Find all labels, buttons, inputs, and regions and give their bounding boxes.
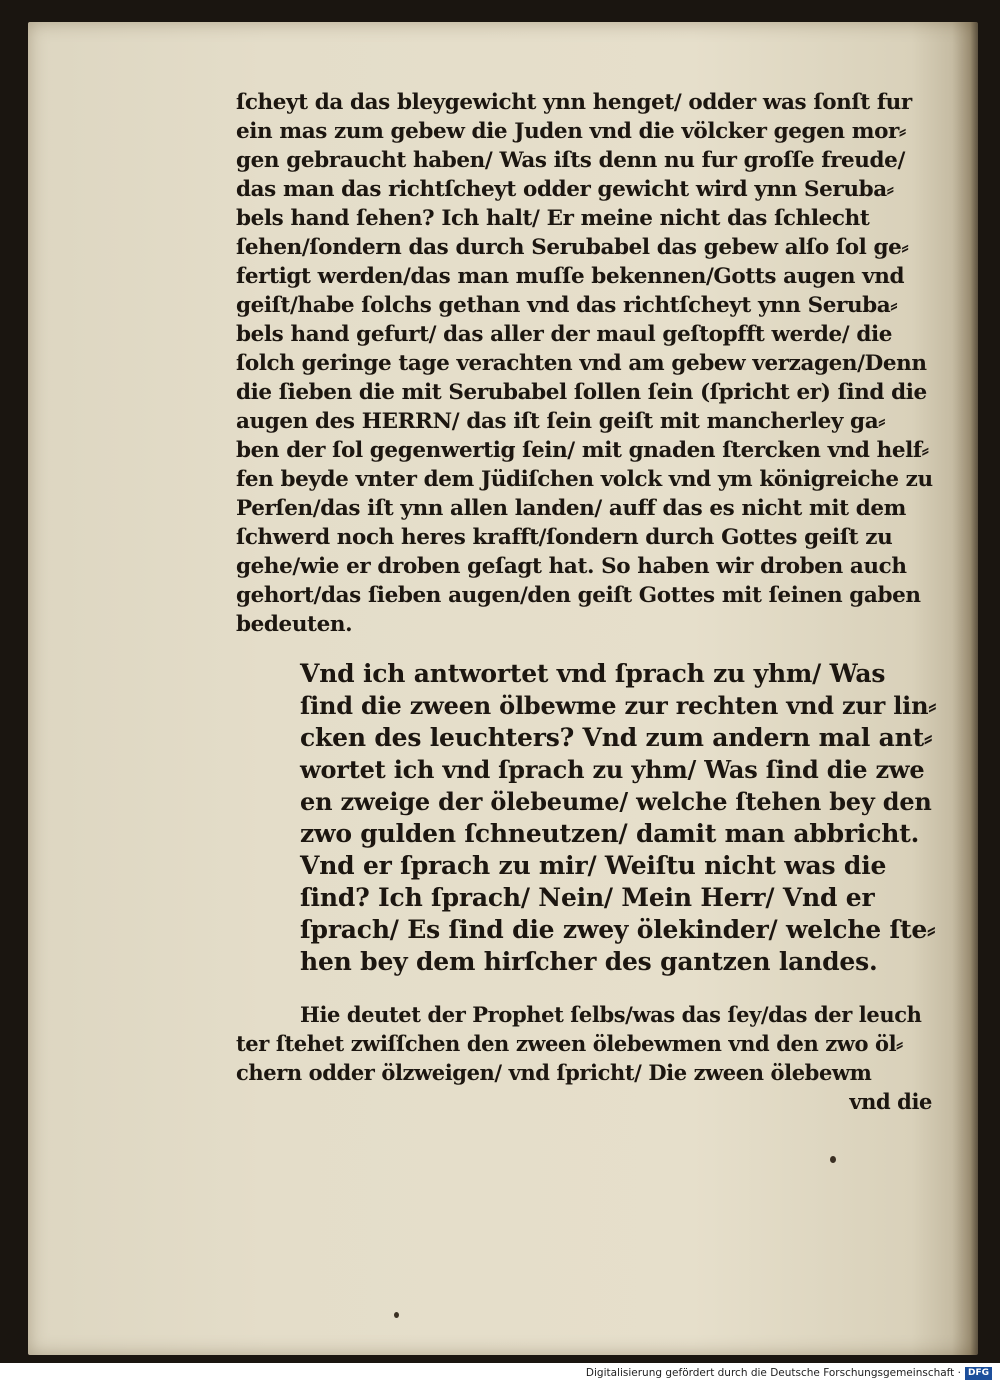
commentary-line: fen beyde vnter dem Jüdiſchen volck vnd ym königreiche zu xyxy=(236,467,933,492)
ink-speck xyxy=(830,1156,836,1163)
commentary-line: bedeuten. xyxy=(236,612,353,637)
footer-bar xyxy=(0,1363,1000,1383)
commentary-line: bels hand ſehen? Ich halt/ Er meine nicht das ſchlecht xyxy=(236,206,870,231)
commentary-line: gehort/das ſieben augen/den geiſt Gottes mit ſeinen gaben xyxy=(236,583,921,608)
commentary-line: augen des HERRN/ das iſt ſein geiſt mit mancherley ga⸗ xyxy=(236,409,885,434)
page-shadow-edge xyxy=(952,22,978,1355)
commentary-line: ſolch geringe tage verachten vnd am gebew verzagen/Denn xyxy=(236,351,927,376)
commentary-line: bels hand gefurt/ das aller der maul geſtopfft werde/ die xyxy=(236,322,892,347)
commentary-line: gen gebraucht haben/ Was iſts denn nu fur groſſe freude/ xyxy=(236,148,905,173)
gloss-line: Hie deutet der Prophet ſelbs/was das ſey/das der leuch xyxy=(300,1002,922,1027)
ink-speck xyxy=(394,1312,399,1318)
commentary-line: fertigt werden/das man muſſe bekennen/Gotts augen vnd xyxy=(236,264,905,289)
gloss-paragraph xyxy=(236,1000,936,1116)
commentary-line: ſchwerd noch heres krafft/ſondern durch Gottes geiſt zu xyxy=(236,525,893,550)
gloss-line: ter ſtehet zwiſſchen den zween ölebewmen vnd den zwo öl⸗ xyxy=(236,1031,903,1056)
commentary-line: die ſieben die mit Serubabel ſollen ſein (ſpricht er) ſind die xyxy=(236,380,927,405)
scripture-line: zwo gulden ſchneutzen/ damit man abbricht. xyxy=(300,819,920,848)
commentary-line: ein mas zum gebew die Juden vnd die völcker gegen mor⸗ xyxy=(236,119,906,144)
scripture-line: hen bey dem hirſcher des gantzen landes. xyxy=(300,947,878,976)
commentary-line: das man das richtſcheyt odder gewicht wird ynn Seruba⸗ xyxy=(236,177,894,202)
commentary-line: ſehen/ſondern das durch Serubabel das gebew alſo ſol ge⸗ xyxy=(236,235,909,260)
scripture-paragraph xyxy=(300,658,936,978)
gloss-line: chern odder ölzweigen/ vnd ſpricht/ Die zween ölebewm xyxy=(236,1060,872,1085)
scripture-line: ſprach/ Es ſind die zwey ölekinder/ welche ſte⸗ xyxy=(300,915,936,944)
scripture-line: ſind die zween ölbewme zur rechten vnd zur lin⸗ xyxy=(300,691,937,720)
dfg-logo: DFG xyxy=(965,1367,992,1380)
scripture-line: ſind? Ich ſprach/ Nein/ Mein Herr/ Vnd er xyxy=(300,883,875,912)
commentary-line: ben der ſol gegenwertig ſein/ mit gnaden ſtercken vnd helf⸗ xyxy=(236,438,929,463)
scripture-line: cken des leuchters? Vnd zum andern mal ant⸗ xyxy=(300,723,933,752)
commentary-line: Perſen/das iſt ynn allen landen/ auff das es nicht mit dem xyxy=(236,496,907,521)
scripture-line: en zweige der ölebeume/ welche ſtehen bey den xyxy=(300,787,932,816)
catchword: vnd die xyxy=(849,1089,932,1114)
commentary-line: gehe/wie er droben geſagt hat. So haben wir droben auch xyxy=(236,554,907,579)
commentary-line: geiſt/habe ſolchs gethan vnd das richtſcheyt ynn Seruba⸗ xyxy=(236,293,898,318)
commentary-paragraph xyxy=(236,88,936,639)
commentary-line: ſcheyt da das bleygewicht ynn henget/ odder was ſonſt fur xyxy=(236,90,912,115)
scripture-line: Vnd ich antwortet vnd ſprach zu yhm/ Was xyxy=(300,659,886,688)
page-text xyxy=(236,88,936,1116)
funding-credit: Digitalisierung gefördert durch die Deutsche Forschungsgemeinschaft · xyxy=(585,1367,961,1379)
scripture-line: wortet ich vnd ſprach zu yhm/ Was ſind die zwe xyxy=(300,755,925,784)
scripture-line: Vnd er ſprach zu mir/ Weiſtu nicht was die xyxy=(300,851,887,880)
